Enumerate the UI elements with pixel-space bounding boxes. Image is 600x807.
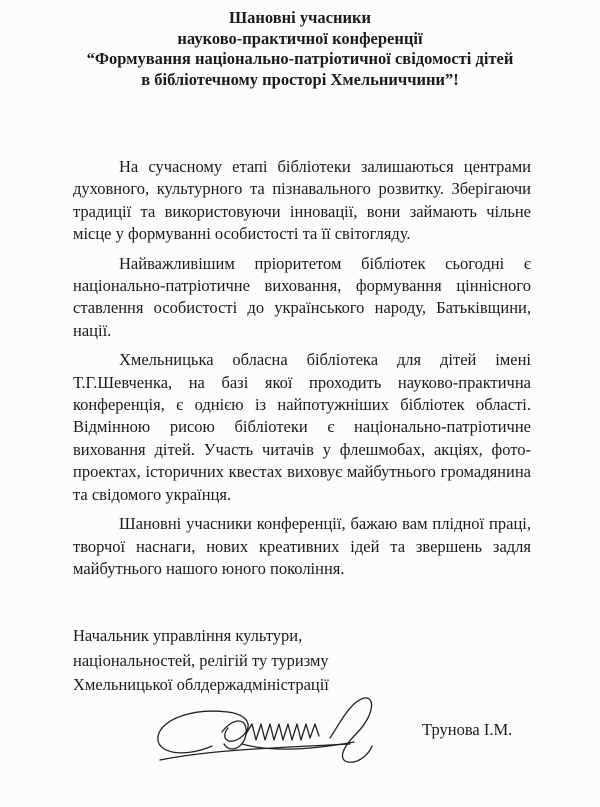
signatory-title-line: Хмельницької облдержадміністрації [73,675,329,694]
paragraph: Найважливішим пріоритетом бібліотек сьогодні є національно-патріотичне виховання, формування ціннісного ставлення особистості до українського народу, Батьківщини, нації. [73,253,531,340]
signatory-title [73,624,329,698]
header-line-conference: науково-практичної конференції [177,28,423,48]
signatory-title-line: Начальник управління культури, [73,626,303,645]
header-line-title: “Формування національно-патріотичної свідомості дітей [86,49,514,68]
signer-name: Трунова І.М. [422,720,513,739]
letter-body [73,156,531,587]
paragraph: Шановні учасники конференції, бажаю вам плідної праці, творчої наснаги, нових креативних ідей та звершень задля майбутнього нашого юного покоління. [73,514,531,578]
letter-header [0,8,600,90]
paragraph: На сучасному етапі бібліотеки залишаються центрами духовного, культурного та пізнавального розвитку. Зберігаючи традиції та використовуючи інновації, вони займають чільне місце у формуванні особистості та її світогляду. [73,157,531,244]
signatory-title-line: національностей, релігій ту туризму [73,650,329,670]
header-line-title-cont: в бібліотечному просторі Хмельниччини”! [141,69,459,89]
header-line-greeting: Шановні учасники [229,8,371,27]
handwritten-signature [150,688,385,778]
paragraph: Хмельницька обласна бібліотека для дітей імені Т.Г.Шевченка, на базі якої проходить науково-практична конференція, є однією із найпотужніших бібліотек області. Відмінною рисою бібліотеки є національно-патріотичне виховання дітей. Участь читачів у флешмобах, акціях, фото-проектах, історичних квестах виховує майбутнього громадянина та свідомого українця. [73,350,531,504]
